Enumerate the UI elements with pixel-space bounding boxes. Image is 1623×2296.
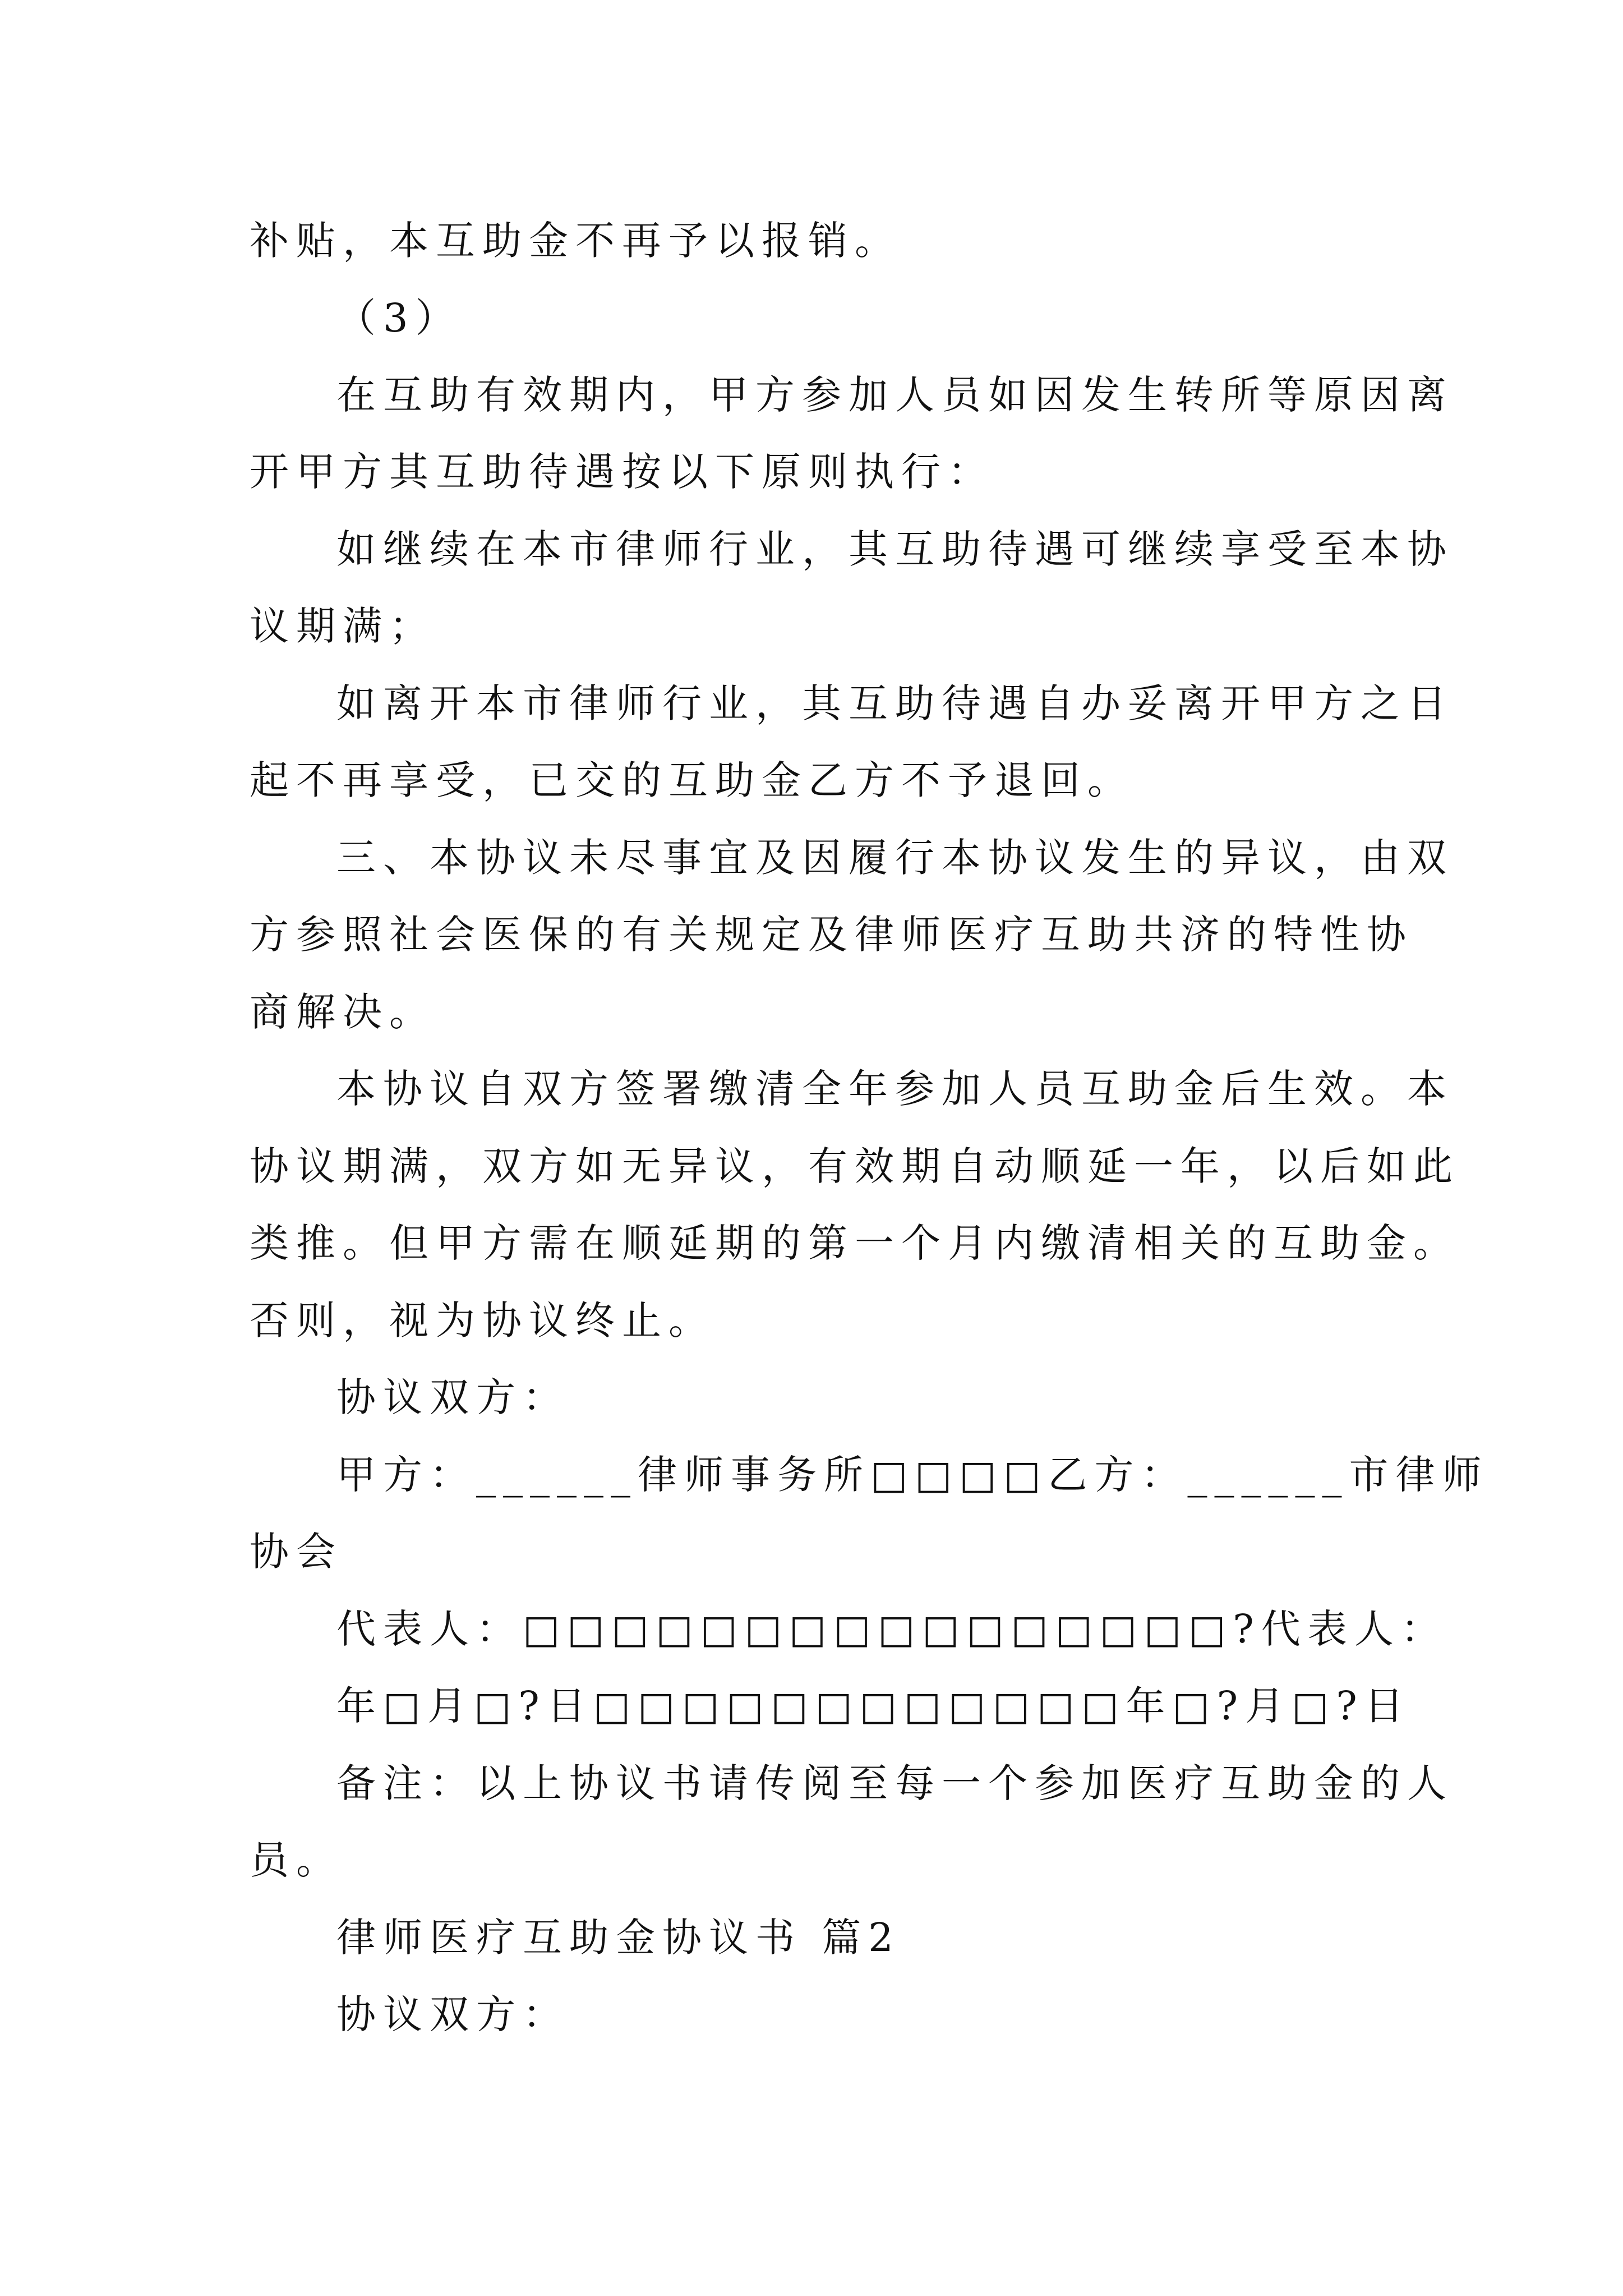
text-line-5: 如继续在本市律师行业，其互助待遇可继续享受至本协 (336, 526, 1454, 572)
text-line-19: 代表人：□□□□□□□□□□□□□□□□?代表人： (336, 1606, 1447, 1652)
text-line-18: 协会 (250, 1529, 343, 1575)
text-line-12: 本协议自双方签署缴清全年参加人员互助金后生效。本 (336, 1066, 1454, 1112)
text-line-16: 协议双方： (336, 1374, 569, 1420)
text-line-8: 起不再享受，已交的互助金乙方不予退回。 (250, 757, 1134, 803)
text-line-20: 年□月□?日□□□□□□□□□□□□年□?月□?日 (336, 1683, 1411, 1729)
text-line-3: 在互助有效期内，甲方参加人员如因发生转所等原因离 (336, 372, 1454, 418)
text-line-17: 甲方：______律师事务所□□□□乙方：______市律师 (336, 1452, 1489, 1498)
text-line-11: 商解决。 (250, 989, 436, 1035)
section-heading: 律师医疗互助金协议书 篇2 (336, 1915, 901, 1961)
text-line-14: 类推。但甲方需在顺延期的第一个月内缴清相关的互助金。 (250, 1220, 1460, 1266)
text-line-24: 协议双方： (336, 1991, 569, 2037)
text-line-4: 开甲方其互助待遇按以下原则执行： (250, 449, 994, 495)
text-line-1: 补贴，本互助金不再予以报销。 (250, 218, 901, 264)
text-line-10: 方参照社会医保的有关规定及律师医疗互助共济的特性协 (250, 912, 1413, 958)
text-line-7: 如离开本市律师行业，其互助待遇自办妥离开甲方之日 (336, 680, 1454, 726)
text-line-13: 协议期满，双方如无异议，有效期自动顺延一年，以后如此 (250, 1143, 1460, 1189)
text-line-9: 三、本协议未尽事宜及因履行本协议发生的异议，由双 (336, 835, 1454, 881)
text-line-21: 备注：以上协议书请传阅至每一个参加医疗互助金的人 (336, 1760, 1454, 1806)
text-line-15: 否则，视为协议终止。 (250, 1297, 715, 1343)
text-line-22: 员。 (250, 1837, 343, 1883)
text-line-2: （3） (336, 295, 462, 341)
text-line-6: 议期满； (250, 603, 436, 649)
